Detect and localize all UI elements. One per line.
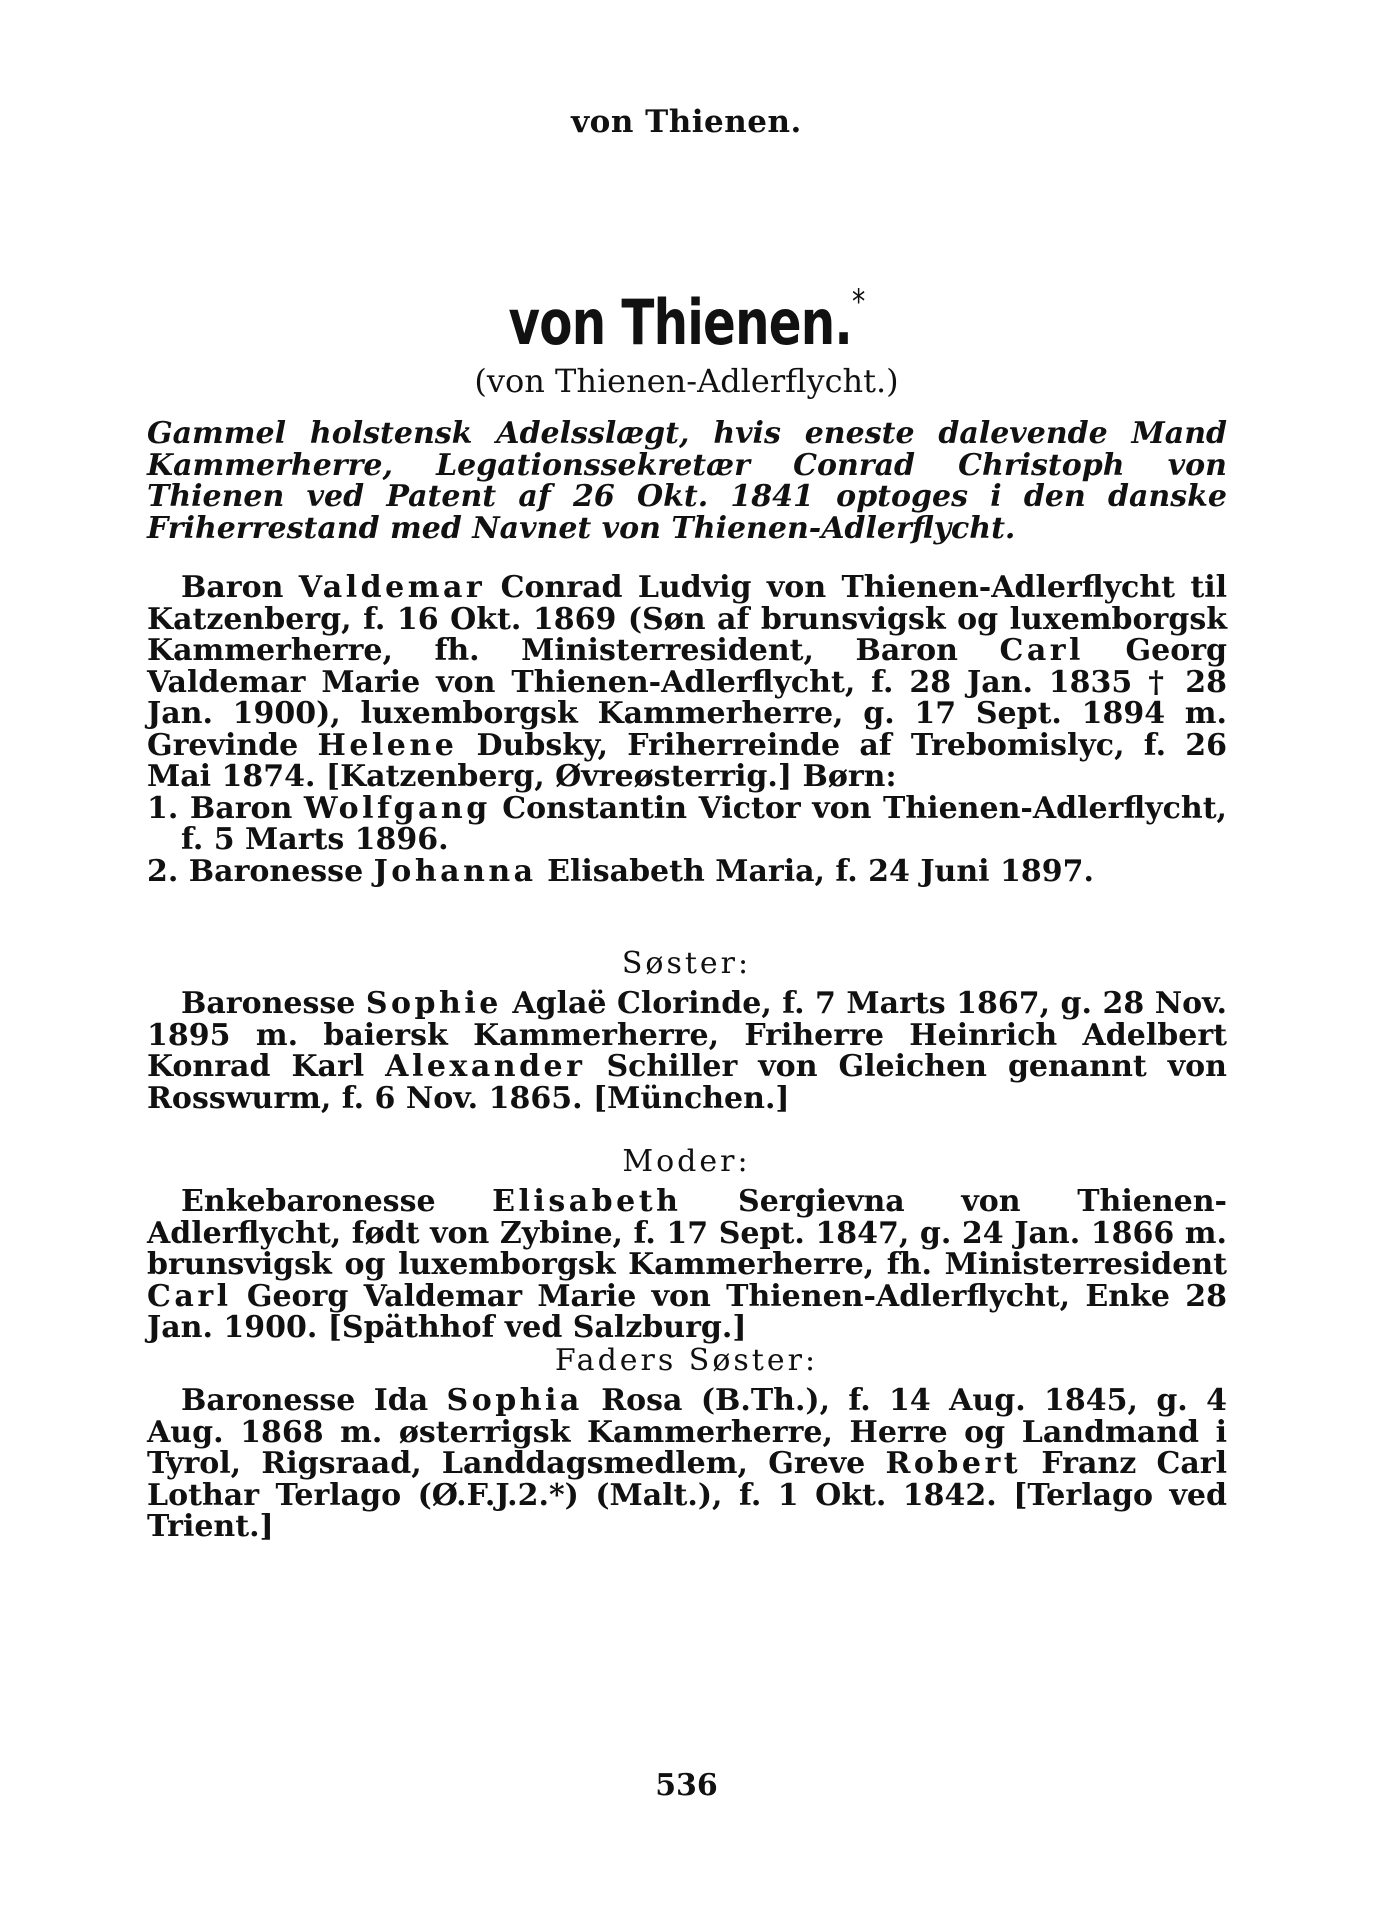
mother-prefix: Enkebaronesse — [181, 1184, 436, 1219]
sister-paragraph — [147, 988, 1227, 1114]
head-of-family-entry — [147, 572, 1227, 887]
sister-prefix: Baronesse — [181, 986, 356, 1021]
list-item — [147, 853, 1227, 889]
aunt-entry — [147, 1385, 1227, 1543]
head-text-2: Georg Valdemar Marie von Thienen-Adlerflycht, f. 28 Jan. 1835 † 28 Jan. 1900), luxemborgsk Kammerherre, g. 17 Sept. 1894 m. Grevinde — [147, 633, 1227, 763]
children-list — [147, 790, 1227, 889]
child-details: Elisabeth Maria, f. 24 Juni 1897. — [547, 853, 1094, 889]
aunt-spouse-name: Robert — [885, 1446, 1022, 1481]
mother-given-name: Elisabeth — [492, 1184, 682, 1219]
aunt-text-2: Franz Carl Lothar Terlago (Ø.F.J.2.*) (Malt.), f. 1 Okt. 1842. [Terlago ved Trient.] — [147, 1446, 1227, 1544]
aunt-paragraph — [147, 1385, 1227, 1543]
sister-spouse-name: Alexander — [385, 1049, 586, 1084]
sister-text-1: Aglaë Clorinde, f. 7 Marts 1867, g. 28 Nov. 1895 m. baiersk Kammerherre, Friherre Heinrich Adelbert Konrad Karl — [147, 986, 1227, 1084]
head-father-name: Carl — [999, 633, 1084, 668]
title-footnote-mark: * — [851, 282, 865, 322]
page-number: 536 — [655, 1768, 718, 1803]
child-details: Constantin Victor von Thienen-Adlerflycht, f. 5 Marts 1896. — [181, 790, 1227, 857]
head-prefix: Baron — [181, 570, 284, 605]
sister-given-name: Sophie — [365, 986, 502, 1021]
aunt-given-name: Sophia — [446, 1383, 583, 1418]
sister-entry — [147, 988, 1227, 1114]
mother-paragraph — [147, 1186, 1227, 1344]
list-item — [147, 790, 1227, 857]
aunt-heading: Faders Søster: — [554, 1343, 819, 1378]
mother-entry — [147, 1186, 1227, 1344]
child-prefix: Baronesse — [188, 853, 364, 889]
child-prefix: Baron — [189, 790, 293, 826]
aunt-text-1: Rosa (B.Th.), f. 14 Aug. 1845, g. 4 Aug. 1868 m. østerrigsk Kammerherre, Herre og Landmand i Tyrol, Rigsraad, Landdagsmedlem, Greve — [147, 1383, 1227, 1481]
head-text-3: Dubsky, Friherreinde af Trebomislyc, f. 26 Mai 1874. [Katzenberg, Øvreøsterrig.] Børn: — [147, 727, 1228, 794]
sister-text-2: Schiller von Gleichen genannt von Rosswurm, f. 6 Nov. 1865. [München.] — [147, 1049, 1227, 1116]
child-number: 1. — [147, 790, 179, 826]
mother-text-1: Sergievna von Thienen-Adlerflycht, født von Zybine, f. 17 Sept. 1847, g. 24 Jan. 1866 m. brunsvigsk og luxemborgsk Kammerherre, fh. Ministerresident — [147, 1184, 1227, 1282]
head-wife-name: Helene — [317, 727, 458, 763]
aunt-prefix: Baronesse Ida — [181, 1383, 429, 1418]
page-title — [151, 282, 1222, 359]
family-introduction — [147, 418, 1227, 544]
title-text: von Thienen. — [508, 286, 852, 359]
child-given-name: Johanna — [373, 853, 537, 889]
head-given-name: Valdemar — [298, 570, 486, 605]
mother-text-2: Georg Valdemar Marie von Thienen-Adlerflycht, Enke 28 Jan. 1900. [Späthhof ved Salzburg.] — [147, 1278, 1227, 1345]
child-given-name: Wolfgang — [303, 790, 491, 826]
intro-paragraph: Gammel holstensk Adelsslægt, hvis eneste dalevende Mand Kammerherre, Legationssekretær Conrad Christoph von Thienen ved Patent af 26 Okt. 1841 optoges i den danske Friherrestand med Navnet von Thienen-Adlerflycht. — [147, 416, 1227, 546]
page-subtitle: (von Thienen-Adlerflycht.) — [474, 362, 899, 400]
head-text-1: Conrad Ludvig von Thienen-Adlerflycht til Katzenberg, f. 16 Okt. 1869 (Søn af brunsvigsk og luxemborgsk Kammerherre, fh. Ministerresident, Baron — [147, 570, 1227, 668]
sister-heading: Søster: — [621, 946, 752, 981]
mother-heading: Moder: — [622, 1144, 751, 1179]
mother-husband-name: Carl — [147, 1278, 232, 1314]
child-number: 2. — [147, 853, 179, 889]
head-of-family-paragraph — [147, 572, 1227, 793]
running-head: von Thienen. — [571, 104, 802, 140]
